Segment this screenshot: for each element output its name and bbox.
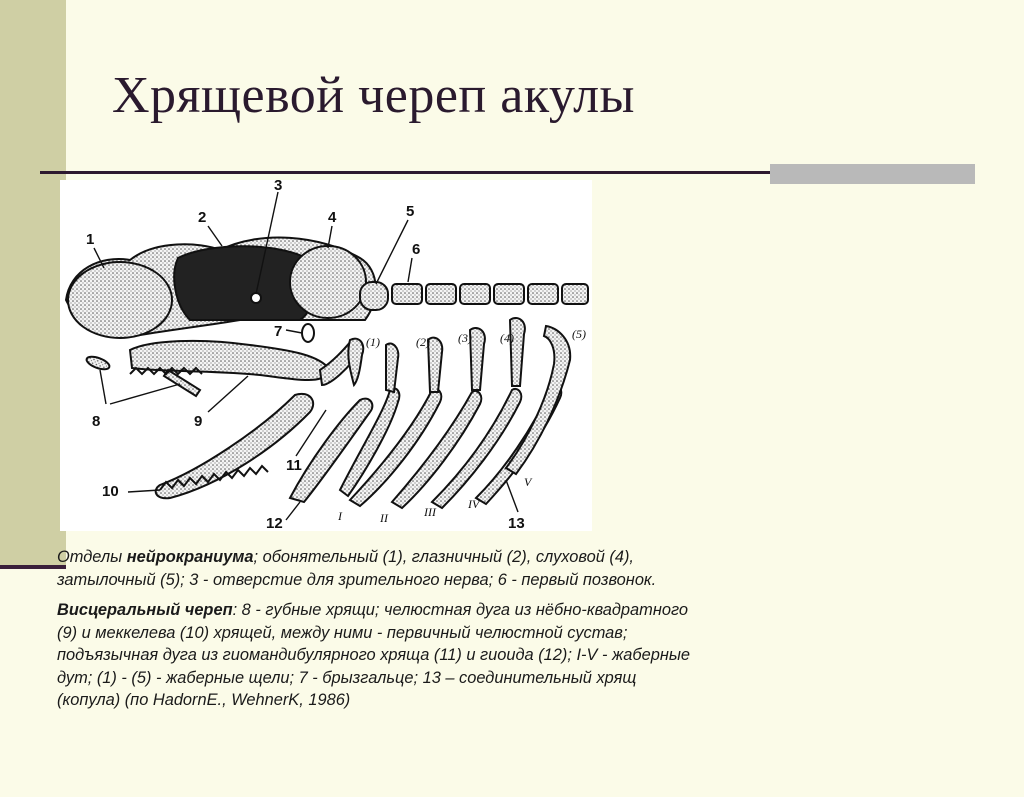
leader-line-12 bbox=[286, 502, 300, 520]
label-5: 5 bbox=[406, 203, 415, 220]
label-3: 3 bbox=[274, 180, 283, 194]
vertebra bbox=[494, 284, 524, 304]
leader-line-7 bbox=[286, 330, 302, 333]
shark-skull-diagram bbox=[60, 180, 592, 531]
slit-label-2: (2) bbox=[416, 335, 430, 349]
occipital-condyle bbox=[360, 282, 388, 310]
gill-arch bbox=[386, 343, 398, 392]
caption-neurocranium bbox=[57, 546, 697, 591]
label-13: 13 bbox=[508, 515, 525, 531]
side-decor-band bbox=[0, 0, 66, 565]
caption-p2-term: Висцеральный череп bbox=[57, 601, 233, 619]
arch-label-4: IV bbox=[468, 497, 480, 511]
leader-line-5 bbox=[376, 220, 408, 284]
slit-label-4: (4) bbox=[500, 331, 514, 345]
caption-p2-text: : 8 - губные хрящи; челюстная дуга из нёбно-квадратного (9) и меккелева (10) хрящей, между ними - первичный челюстной сустав; подъязычная дуга из гиомандибулярного хряща (11) и гиоида (12); I-V - жаберные дут; (1) - (5) - жаберные щели; 7 - брызгальце; 13 – соединительный хрящ (копула) (по HadornE., WehnerK, 1986) bbox=[57, 601, 691, 709]
title-underline-accent bbox=[770, 164, 975, 184]
caption bbox=[57, 546, 697, 720]
label-9: 9 bbox=[194, 413, 203, 430]
spiracle bbox=[302, 324, 314, 342]
gill-arch bbox=[428, 338, 442, 392]
labial-cartilage bbox=[164, 370, 200, 396]
optic-foramen bbox=[251, 293, 261, 303]
label-10: 10 bbox=[102, 483, 119, 500]
leader-line-9 bbox=[208, 376, 248, 412]
vertebra bbox=[392, 284, 422, 304]
label-1: 1 bbox=[86, 231, 95, 248]
label-6: 6 bbox=[412, 241, 421, 258]
label-8: 8 bbox=[92, 413, 101, 430]
slide-title: Хрящевой череп акулы bbox=[112, 67, 635, 124]
label-2: 2 bbox=[198, 209, 207, 226]
caption-p1-text-a: Отделы bbox=[57, 548, 127, 566]
label-11: 11 bbox=[286, 457, 302, 474]
vertebra bbox=[426, 284, 456, 304]
leader-line-2 bbox=[208, 226, 222, 246]
label-12: 12 bbox=[266, 515, 283, 531]
slit-label-3: (3) bbox=[458, 331, 472, 345]
vertebra bbox=[562, 284, 588, 304]
vertebra bbox=[460, 284, 490, 304]
vertebra bbox=[528, 284, 558, 304]
leader-line-8a bbox=[100, 370, 106, 404]
slit-label-5: (5) bbox=[572, 327, 586, 341]
arch-label-1: I bbox=[338, 509, 342, 523]
gill-arch bbox=[348, 339, 363, 385]
slit-label-1: (1) bbox=[366, 335, 380, 349]
otic-capsule bbox=[290, 246, 366, 318]
caption-p1-text-b: ; обонятельный (1), глазничный (2), слуховой (4), затылочный (5); 3 - отверстие для зрительного нерва; 6 - первый позвонок. bbox=[57, 548, 657, 589]
leader-line-8b bbox=[110, 384, 180, 404]
gill-arch bbox=[510, 318, 525, 386]
palatoquadrate bbox=[130, 341, 330, 380]
label-4: 4 bbox=[328, 209, 337, 226]
arch-label-3: III bbox=[424, 505, 436, 519]
label-7: 7 bbox=[274, 323, 283, 340]
gill-arch bbox=[470, 328, 485, 390]
arch-label-2: II bbox=[380, 511, 388, 525]
caption-p1-term: нейрокраниума bbox=[126, 548, 254, 566]
leader-line-6 bbox=[408, 258, 412, 282]
labial-cartilage bbox=[85, 354, 111, 372]
olfactory-capsule bbox=[68, 262, 172, 338]
caption-visceral bbox=[57, 599, 697, 712]
arch-label-5: V bbox=[524, 475, 532, 489]
leader-line-13 bbox=[506, 480, 518, 512]
